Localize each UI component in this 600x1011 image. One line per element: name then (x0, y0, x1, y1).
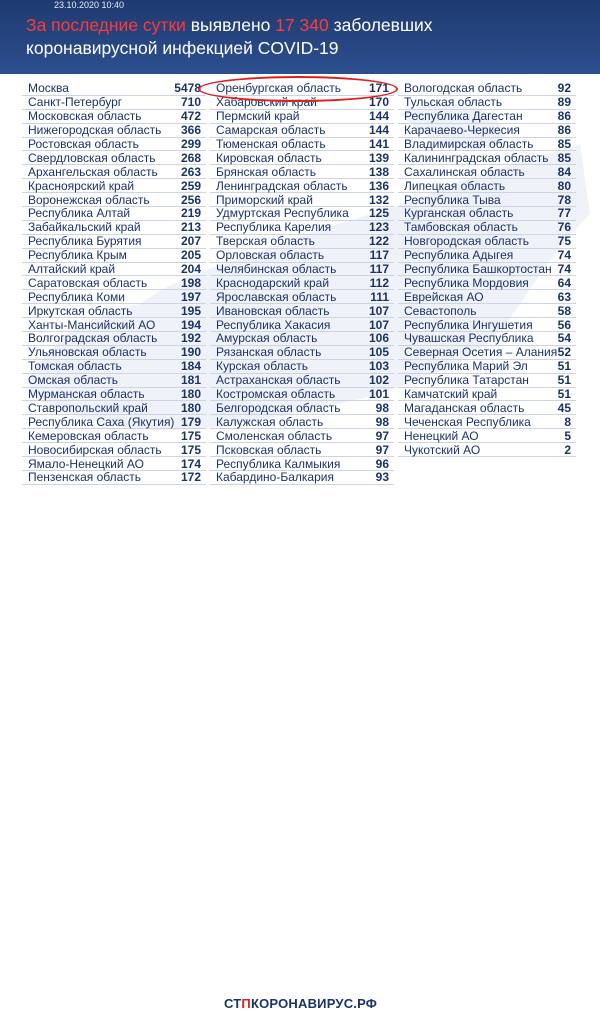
region-name: Ивановская область (216, 303, 330, 318)
region-name: Рязанская область (216, 345, 322, 360)
footer-bar (0, 494, 600, 1011)
region-row (22, 429, 206, 443)
region-name: Саратовская область (28, 275, 148, 290)
region-cases: 106 (368, 331, 389, 346)
region-cases: 112 (369, 275, 389, 290)
region-row (22, 346, 206, 360)
region-row (398, 179, 576, 193)
region-name: Астраханская область (216, 373, 341, 388)
headline-part2: выявлено (185, 15, 276, 35)
region-row (210, 110, 394, 124)
region-name: Забайкальский край (28, 220, 141, 235)
region-name: Ханты-Мансийский АО (28, 317, 156, 332)
region-row (22, 193, 206, 207)
region-name: Республика Алтай (28, 206, 131, 221)
region-cases: 54 (557, 331, 571, 346)
region-row (210, 457, 394, 471)
region-row (210, 471, 394, 485)
region-name: Севастополь (404, 303, 477, 318)
region-name: Республика Дагестан (404, 109, 523, 124)
region-row (210, 318, 394, 332)
region-cases: 184 (180, 359, 201, 374)
region-name: Владимирская область (404, 137, 534, 152)
region-row (22, 96, 206, 110)
headline-part3: заболевших (328, 15, 433, 35)
region-cases: 101 (368, 387, 389, 402)
region-name: Курская область (216, 359, 308, 374)
headline (26, 14, 586, 60)
region-cases: 64 (557, 275, 571, 290)
region-row (22, 471, 206, 485)
region-name: Московская область (28, 109, 142, 124)
region-name: Республика Ингушетия (404, 317, 533, 332)
region-cases: 195 (180, 303, 201, 318)
region-cases: 85 (557, 137, 571, 152)
region-row (398, 443, 576, 457)
region-row (398, 304, 576, 318)
region-name: Тюменская область (216, 137, 326, 152)
region-row (210, 443, 394, 457)
region-row (22, 179, 206, 193)
region-row (398, 151, 576, 165)
region-name: Томская область (28, 359, 122, 374)
region-name: Амурская область (216, 331, 318, 346)
region-name: Кировская область (216, 150, 322, 165)
region-cases: 98 (375, 400, 389, 415)
column-2 (210, 82, 394, 485)
region-name: Республика Бурятия (28, 234, 142, 249)
region-row (398, 429, 576, 443)
region-row (22, 388, 206, 402)
region-row (210, 415, 394, 429)
region-cases: 192 (180, 331, 201, 346)
region-row (22, 332, 206, 346)
region-row (398, 415, 576, 429)
region-cases: 123 (368, 220, 389, 235)
region-cases: 175 (180, 442, 201, 457)
region-row (210, 207, 394, 221)
region-cases: 56 (557, 317, 571, 332)
region-row (22, 415, 206, 429)
region-cases: 117 (369, 248, 389, 263)
region-name: Вологодская область (404, 81, 523, 96)
region-cases: 299 (180, 137, 201, 152)
region-cases: 122 (368, 234, 389, 249)
region-cases: 51 (557, 373, 571, 388)
region-cases: 197 (180, 289, 201, 304)
region-name: Чеченская Республика (404, 414, 531, 429)
region-name: Республика Саха (Якутия) (28, 414, 175, 429)
region-row (210, 429, 394, 443)
region-cases: 256 (180, 192, 201, 207)
headline-count: 17 340 (275, 15, 329, 35)
region-row (398, 388, 576, 402)
region-name: Орловская область (216, 248, 325, 263)
region-cases: 172 (180, 470, 201, 485)
region-cases: 141 (368, 137, 389, 152)
region-cases: 213 (180, 220, 201, 235)
region-cases: 132 (368, 192, 389, 207)
region-row (398, 165, 576, 179)
region-name: Ульяновская область (28, 345, 147, 360)
region-row (210, 276, 394, 290)
region-name: Омская область (28, 373, 119, 388)
region-name: Кемеровская область (28, 428, 149, 443)
region-name: Санкт-Петербург (28, 95, 123, 110)
region-name: Республика Калмыкия (216, 456, 341, 471)
region-row (398, 332, 576, 346)
stopcoronavirus-logo (224, 996, 377, 1011)
region-row (22, 318, 206, 332)
region-name: Республика Татарстан (404, 373, 529, 388)
region-cases: 2 (564, 442, 571, 457)
region-cases: 180 (180, 400, 201, 415)
region-row (210, 235, 394, 249)
region-row (210, 401, 394, 415)
region-row (210, 263, 394, 277)
region-name: Тамбовская область (404, 220, 518, 235)
region-row (398, 110, 576, 124)
logo-part2: П (241, 996, 251, 1011)
region-name: Ярославская область (216, 289, 337, 304)
region-row (398, 235, 576, 249)
region-name: Магаданская область (404, 400, 525, 415)
region-cases: 171 (368, 81, 389, 96)
region-row (398, 401, 576, 415)
region-row (22, 276, 206, 290)
region-cases: 76 (557, 220, 571, 235)
region-row (398, 249, 576, 263)
region-row (22, 151, 206, 165)
region-name: Воронежская область (28, 192, 150, 207)
region-name: Тверская область (216, 234, 315, 249)
region-cases: 75 (557, 234, 571, 249)
region-cases: 194 (180, 317, 201, 332)
region-row (210, 360, 394, 374)
region-name: Ленинградская область (216, 178, 348, 193)
region-name: Сахалинская область (404, 164, 525, 179)
region-cases: 111 (370, 289, 389, 304)
region-cases: 117 (369, 262, 389, 277)
region-cases: 8 (564, 414, 571, 429)
region-cases: 107 (368, 317, 389, 332)
region-cases: 86 (557, 123, 571, 138)
region-cases: 144 (368, 123, 389, 138)
region-cases: 93 (375, 470, 389, 485)
region-cases: 710 (180, 95, 201, 110)
region-name: Пензенская область (28, 470, 142, 485)
region-row (210, 290, 394, 304)
region-name: Самарская область (216, 123, 326, 138)
region-cases: 92 (557, 81, 571, 96)
region-row (398, 318, 576, 332)
region-cases: 86 (557, 109, 571, 124)
region-row (22, 263, 206, 277)
region-cases: 102 (368, 373, 389, 388)
region-name: Калининградская область (404, 150, 549, 165)
column-3 (398, 82, 576, 457)
region-name: Калужская область (216, 414, 324, 429)
region-cases: 219 (180, 206, 201, 221)
region-name: Ростовская область (28, 137, 139, 152)
region-name: Челябинская область (216, 262, 337, 277)
region-name: Карачаево-Черкесия (404, 123, 520, 138)
region-name: Смоленская область (216, 428, 333, 443)
region-name: Республика Адыгея (404, 248, 514, 263)
region-cases: 174 (180, 456, 201, 471)
region-row (398, 138, 576, 152)
region-row (22, 165, 206, 179)
region-name: Краснодарский край (216, 275, 330, 290)
region-row (22, 304, 206, 318)
region-name: Псковская область (216, 442, 322, 457)
region-name: Нижегородская область (28, 123, 162, 138)
region-cases: 472 (180, 109, 201, 124)
region-cases: 103 (368, 359, 389, 374)
region-row (210, 193, 394, 207)
region-row (22, 235, 206, 249)
region-row (22, 207, 206, 221)
region-cases: 180 (180, 387, 201, 402)
region-row (398, 263, 576, 277)
region-row (210, 374, 394, 388)
region-row (22, 360, 206, 374)
region-cases: 84 (557, 164, 571, 179)
region-row (22, 457, 206, 471)
region-name: Алтайский край (28, 262, 116, 277)
region-name: Оренбургская область (216, 81, 342, 96)
region-name: Свердловская область (28, 150, 156, 165)
region-name: Республика Хакасия (216, 317, 331, 332)
region-cases: 97 (375, 428, 389, 443)
region-name: Волгоградская область (28, 331, 158, 346)
logo-part3: КОРОНАВИРУС.РФ (250, 996, 378, 1011)
region-cases: 51 (557, 359, 571, 374)
header-banner (0, 0, 600, 74)
region-cases: 190 (180, 345, 201, 360)
region-name: Республика Карелия (216, 220, 332, 235)
date-stamp: 23.10.2020 10:40 (54, 0, 125, 10)
region-name: Республика Марий Эл (404, 359, 528, 374)
region-cases: 52 (557, 345, 571, 360)
region-row (210, 346, 394, 360)
region-name: Республика Тыва (404, 192, 501, 207)
region-cases: 179 (180, 414, 201, 429)
region-name: Еврейская АО (404, 289, 484, 304)
region-cases: 268 (180, 150, 201, 165)
region-name: Удмуртская Республика (216, 206, 349, 221)
region-name: Москва (28, 81, 69, 96)
region-row (210, 304, 394, 318)
region-name: Липецкая область (404, 178, 506, 193)
region-cases: 263 (180, 164, 201, 179)
region-row (22, 221, 206, 235)
region-row (210, 124, 394, 138)
region-row (210, 332, 394, 346)
region-cases: 5478 (174, 81, 201, 96)
region-cases: 204 (180, 262, 201, 277)
region-cases: 105 (368, 345, 389, 360)
region-row (398, 374, 576, 388)
region-cases: 89 (557, 95, 571, 110)
region-row (22, 138, 206, 152)
region-row (22, 82, 206, 96)
region-row (210, 221, 394, 235)
region-name: Иркутская область (28, 303, 133, 318)
region-row (22, 374, 206, 388)
region-row (22, 124, 206, 138)
region-cases: 138 (368, 164, 389, 179)
region-cases: 77 (557, 206, 571, 221)
region-row (22, 401, 206, 415)
region-name: Брянская область (216, 164, 316, 179)
region-cases: 198 (180, 275, 201, 290)
headline-part1: За последние сутки (26, 15, 186, 35)
region-cases: 74 (557, 248, 571, 263)
region-name: Хабаровский край (216, 95, 317, 110)
region-row (210, 151, 394, 165)
logo-part1: СТ (224, 996, 242, 1011)
region-cases: 136 (368, 178, 389, 193)
region-cases: 80 (557, 178, 571, 193)
region-cases: 170 (368, 95, 389, 110)
region-name: Ямало-Ненецкий АО (28, 456, 144, 471)
region-cases: 85 (557, 150, 571, 165)
region-row (210, 165, 394, 179)
region-row (398, 82, 576, 96)
region-name: Архангельская область (28, 164, 158, 179)
region-name: Республика Мордовия (404, 275, 529, 290)
column-1 (22, 82, 206, 485)
region-cases: 144 (368, 109, 389, 124)
region-name: Новосибирская область (28, 442, 162, 457)
region-row (398, 124, 576, 138)
region-cases: 181 (180, 373, 201, 388)
region-cases: 205 (180, 248, 201, 263)
region-cases: 107 (368, 303, 389, 318)
region-cases: 98 (375, 414, 389, 429)
region-cases: 78 (557, 192, 571, 207)
region-row (210, 179, 394, 193)
region-name: Кабардино-Балкария (216, 470, 334, 485)
region-name: Приморский край (216, 192, 313, 207)
region-row (398, 276, 576, 290)
region-name: Белгородская область (216, 400, 341, 415)
region-row (22, 249, 206, 263)
region-name: Чувашская Республика (404, 331, 534, 346)
region-cases: 175 (180, 428, 201, 443)
region-name: Республика Коми (28, 289, 125, 304)
region-cases: 51 (557, 387, 571, 402)
headline-line2: коронавирусной инфекцией COVID-19 (26, 38, 339, 58)
region-cases: 74 (557, 262, 571, 277)
region-cases: 259 (180, 178, 201, 193)
region-cases: 139 (368, 150, 389, 165)
region-name: Республика Крым (28, 248, 127, 263)
region-cases: 58 (557, 303, 571, 318)
region-name: Северная Осетия – Алания (404, 345, 558, 360)
region-cases: 97 (375, 442, 389, 457)
region-name: Камчатский край (404, 387, 498, 402)
region-cases: 63 (557, 289, 571, 304)
region-name: Курганская область (404, 206, 514, 221)
region-row (210, 138, 394, 152)
region-name: Красноярский край (28, 178, 135, 193)
region-cases: 207 (180, 234, 201, 249)
region-row (398, 207, 576, 221)
region-row (398, 96, 576, 110)
region-name: Ставропольский край (28, 400, 148, 415)
highlight-ring (198, 76, 398, 102)
region-row (398, 221, 576, 235)
region-name: Новгородская область (404, 234, 530, 249)
region-name: Пермский край (216, 109, 300, 124)
region-row (398, 346, 576, 360)
region-row (398, 360, 576, 374)
region-name: Республика Башкортостан (404, 262, 552, 277)
region-name: Костромская область (216, 387, 336, 402)
region-name: Ненецкий АО (404, 428, 479, 443)
region-row (210, 249, 394, 263)
region-cases: 45 (557, 400, 571, 415)
region-cases: 5 (564, 428, 571, 443)
region-name: Чукотский АО (404, 442, 481, 457)
region-row (398, 193, 576, 207)
region-cases: 366 (180, 123, 201, 138)
region-row (22, 290, 206, 304)
region-cases: 125 (368, 206, 389, 221)
region-name: Мурманская область (28, 387, 145, 402)
region-name: Тульская область (404, 95, 503, 110)
region-cases: 96 (375, 456, 389, 471)
region-row (398, 290, 576, 304)
region-row (210, 388, 394, 402)
region-row (22, 110, 206, 124)
region-row (22, 443, 206, 457)
